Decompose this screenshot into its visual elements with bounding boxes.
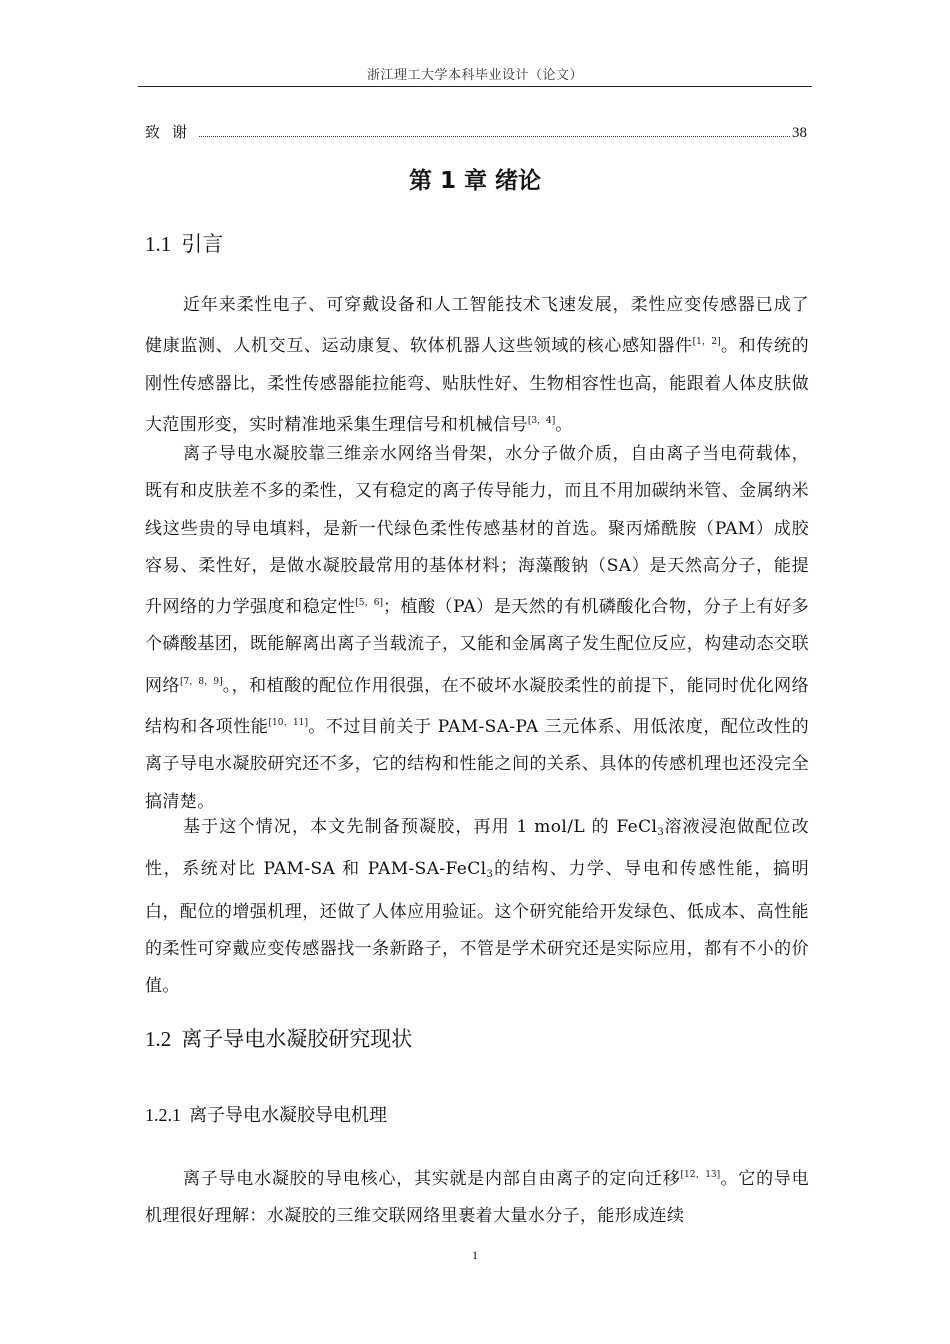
- paragraph-4: [145, 1157, 809, 1236]
- citation: [3，4]: [527, 415, 556, 426]
- paragraph-text: 基于这个情况，本文先制备预凝胶，再用 1 mol/L 的 FeCl: [183, 817, 658, 837]
- citation: [7，8，9]: [180, 676, 223, 687]
- paragraph-text: 。: [555, 414, 573, 435]
- paragraph-text: 的结构、力学、导电和传感性能，搞明白，配位的增强机理，还做了人体应用验证。这个研究能给开发绿色、低成本、高性能的柔性可穿戴应变传感器找一条新路子，不管是学术研究还是实际应用，都有不小的价值。: [145, 859, 809, 997]
- section-title: 引言: [181, 232, 224, 256]
- paragraph-text: ；植酸（PA）是天然的有机磷酸化合物，分子上有好多个磷酸基团，既能解离出离子当载流子，又能和金属离子发生配位反应，构建动态交联网络: [145, 597, 809, 696]
- section-number: 1.2: [145, 1027, 172, 1051]
- paragraph-text: 近年来柔性电子、可穿戴设备和人工智能技术飞速发展，柔性应变传感器已成了健康监测、人机交互、运动康复、软体机器人这些领域的核心感知器件: [145, 295, 809, 357]
- header-rule: [138, 86, 812, 87]
- citation: [1，2]: [692, 337, 721, 348]
- paragraph-text: 。和传统的刚性传感器比，柔性传感器能拉能弯、贴肤性好、生物相容性也高，能跟着人体皮肤做大范围形变，实时精准地采集生理信号和机械信号: [145, 336, 810, 435]
- citation: [12，13]: [680, 1170, 721, 1180]
- paragraph-1: [145, 287, 809, 444]
- section-number: 1.1: [145, 232, 172, 256]
- paragraph-2: [145, 436, 809, 821]
- paragraph-text: 。，和植酸的配位作用很强，在不破坏水凝胶柔性的前提下，能同时优化网络结构和各项性能: [145, 675, 809, 738]
- paragraph-text: 。它的导电机理很好理解：水凝胶的三维交联网络里裹着大量水分子，能形成连续: [145, 1169, 810, 1227]
- toc-leader-dots: [199, 135, 790, 137]
- paragraph-text: 离子导电水凝胶的导电核心，其实就是内部自由离子的定向迁移: [183, 1169, 681, 1189]
- paragraph-text: 。不过目前关于 PAM-SA-PA 三元体系、用低浓度，配位改性的离子导电水凝胶研究还不多，它的结构和性能之间的关系、具体的传感机理也还没完全搞清楚。: [145, 717, 809, 812]
- toc-entry-page: 38: [792, 125, 807, 141]
- section-heading-1-1: [145, 228, 223, 258]
- citation: [5，6]: [355, 598, 384, 609]
- running-header: 浙江理工大学本科毕业设计（论文）: [366, 68, 583, 83]
- section-heading-1-2: [145, 1023, 412, 1053]
- subsection-number: 1.2.1: [145, 1105, 181, 1125]
- subsection-heading-1-2-1: [145, 1101, 387, 1127]
- page-number: 1: [472, 1248, 478, 1262]
- chapter-title: 第 1 章 绪论: [408, 168, 542, 194]
- subscript: 3: [486, 869, 493, 881]
- subscript: 3: [657, 827, 664, 838]
- paragraph-3: [145, 809, 809, 1005]
- section-title: 离子导电水凝胶研究现状: [181, 1027, 413, 1051]
- toc-entry: [145, 120, 807, 142]
- paragraph-text: 离子导电水凝胶靠三维亲水网络当骨架，水分子做介质，自由离子当电荷载体，既有和皮肤差不多的柔性，又有稳定的离子传导能力，而且不用加碳纳米管、金属纳米线这些贵的导电填料，是新一代绿色柔性传感基材的首选。聚丙烯酰胺（PAM）成胶容易、柔性好，是做水凝胶最常用的基体材料；海藻酸钠（SA）是天然高分子，能提升网络的力学强度和稳定性: [145, 444, 809, 618]
- toc-entry-label: 致谢: [145, 123, 200, 141]
- citation: [10，11]: [268, 718, 308, 729]
- subsection-title: 离子导电水凝胶导电机理: [189, 1105, 387, 1126]
- paragraph-text: 溶液浸泡做配位改性，系统对比 PAM-SA 和 PAM-SA-FeCl: [145, 817, 809, 880]
